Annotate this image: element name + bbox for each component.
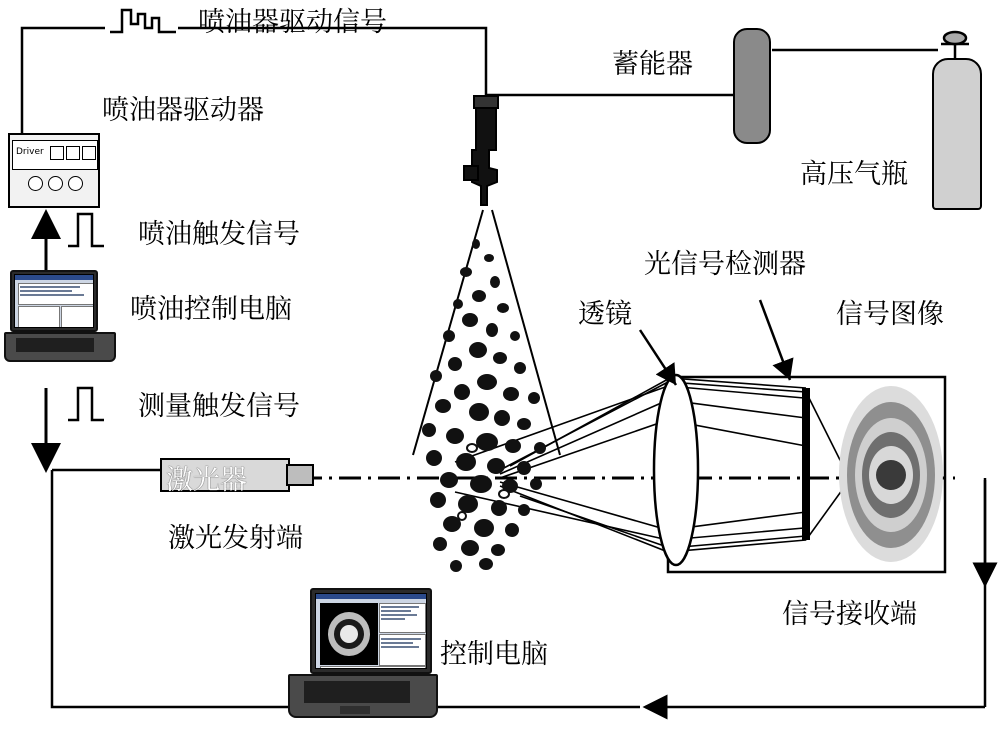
laptop-keyboard[interactable] xyxy=(16,338,94,352)
label-measure-trigger-signal: 测量触发信号 xyxy=(138,391,300,422)
leader-lines xyxy=(640,300,790,385)
screen-text-line xyxy=(381,606,419,608)
screen-text-line xyxy=(381,646,419,648)
screen-window xyxy=(18,306,60,328)
lens-element xyxy=(654,375,698,565)
pulse-icon-injection-trigger xyxy=(68,214,104,246)
driver-knob-3[interactable] xyxy=(68,176,83,191)
spray-droplets xyxy=(422,239,546,572)
accumulator-vessel xyxy=(733,28,771,144)
label-control-computer: 控制电脑 xyxy=(440,639,548,670)
screen-text-line xyxy=(381,610,411,612)
screen-titlebar xyxy=(15,275,94,280)
signal-ring-1 xyxy=(876,460,906,490)
label-injection-trigger-signal: 喷油触发信号 xyxy=(138,219,300,250)
label-lens: 透镜 xyxy=(578,299,632,330)
laptop-screen xyxy=(315,593,427,669)
laser-device-label: 激光器 xyxy=(166,465,247,496)
injector-driver-display-text: Driver xyxy=(16,147,44,157)
laptop-touchpad[interactable] xyxy=(340,706,370,714)
driver-button-2[interactable] xyxy=(66,146,80,160)
optical-signal-detector-element xyxy=(802,388,810,540)
signal-image-panel xyxy=(845,380,945,568)
laptop-screen xyxy=(14,274,94,328)
laptop-keyboard[interactable] xyxy=(304,681,410,703)
label-high-pressure-cylinder: 高压气瓶 xyxy=(800,159,908,190)
screen-signal-image xyxy=(320,603,378,665)
screen-text-line xyxy=(381,618,405,620)
screen-window xyxy=(61,306,94,328)
screen-text-line xyxy=(381,638,421,640)
screen-text-line xyxy=(381,614,417,616)
label-injection-control-computer: 喷油控制电脑 xyxy=(130,294,292,325)
pulse-icon-measure-trigger xyxy=(68,388,104,420)
screen-text-line xyxy=(20,290,72,292)
driver-button-3[interactable] xyxy=(82,146,96,160)
label-optical-signal-detector: 光信号检测器 xyxy=(644,249,806,280)
screen-text-line xyxy=(20,286,80,288)
label-signal-image: 信号图像 xyxy=(836,299,944,330)
label-injector-drive-signal: 喷油器驱动信号 xyxy=(198,7,387,38)
screen-titlebar xyxy=(316,594,427,599)
label-signal-receiver: 信号接收端 xyxy=(782,599,917,630)
injector-nozzle xyxy=(464,96,498,205)
screen-text-line xyxy=(381,642,413,644)
label-accumulator: 蓄能器 xyxy=(612,49,693,80)
driver-button-1[interactable] xyxy=(50,146,64,160)
injection-control-laptop[interactable] xyxy=(4,270,120,380)
screen-ring-inner xyxy=(340,625,358,643)
high-pressure-cylinder xyxy=(932,58,982,210)
screen-text-line xyxy=(20,294,84,296)
driver-knob-1[interactable] xyxy=(28,176,43,191)
label-injector-driver: 喷油器驱动器 xyxy=(102,95,264,126)
control-laptop[interactable] xyxy=(288,588,438,728)
screen-window xyxy=(320,666,426,669)
pulse-icon-drive-signal xyxy=(110,10,176,32)
laser-device-tip xyxy=(286,464,314,486)
driver-knob-2[interactable] xyxy=(48,176,63,191)
label-laser-emitter: 激光发射端 xyxy=(168,523,303,554)
